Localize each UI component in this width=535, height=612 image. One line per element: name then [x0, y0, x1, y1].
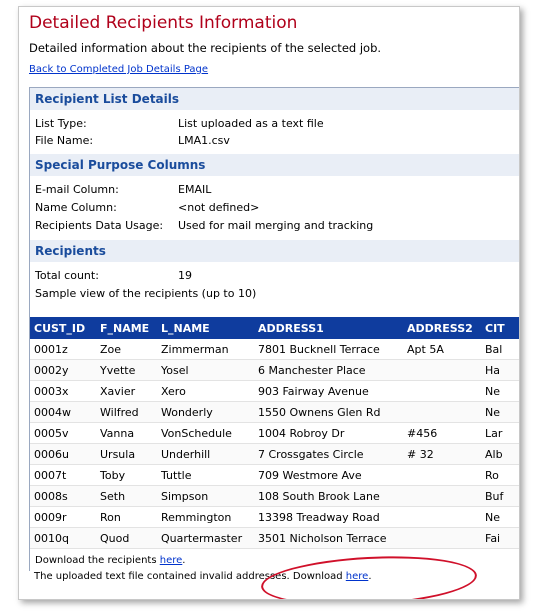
table-row — [30, 339, 520, 360]
table-cell: 0010q — [30, 528, 96, 549]
file-name-row — [35, 133, 230, 149]
data-usage-value: Used for mail merging and tracking — [178, 219, 374, 232]
total-count-label: Total count: — [35, 269, 99, 282]
table-row — [30, 465, 520, 486]
table-cell: Buf — [481, 486, 520, 507]
table-cell: Ne — [481, 381, 520, 402]
table-cell: 6 Manchester Place — [254, 360, 403, 381]
table-cell: 13398 Treadway Road — [254, 507, 403, 528]
recipients-page — [18, 6, 520, 600]
table-cell: Underhill — [157, 444, 254, 465]
table-cell: 0009r — [30, 507, 96, 528]
column-header: ADDRESS2 — [403, 317, 481, 339]
table-cell: Ha — [481, 360, 520, 381]
table-cell: 0008s — [30, 486, 96, 507]
total-count-row — [35, 268, 192, 284]
table-cell: 0001z — [30, 339, 96, 360]
table-cell: Alb — [481, 444, 520, 465]
table-cell: Seth — [96, 486, 157, 507]
table-cell: #456 — [403, 423, 481, 444]
table-cell: 108 South Brook Lane — [254, 486, 403, 507]
table-row — [30, 360, 520, 381]
table-cell: Lar — [481, 423, 520, 444]
table-cell: 3501 Nicholson Terrace — [254, 528, 403, 549]
total-count-value: 19 — [178, 269, 192, 282]
table-row — [30, 423, 520, 444]
recipient-list-details-heading: Recipient List Details — [30, 88, 520, 110]
table-row — [30, 402, 520, 423]
column-header: F_NAME — [96, 317, 157, 339]
back-to-job-details-link[interactable]: Back to Completed Job Details Page — [29, 64, 209, 75]
column-header: ADDRESS1 — [254, 317, 403, 339]
table-row — [30, 507, 520, 528]
download-recipients-link[interactable]: here — [159, 555, 183, 566]
table-cell — [403, 402, 481, 423]
column-header: CIT — [481, 317, 520, 339]
column-header: CUST_ID — [30, 317, 96, 339]
table-cell: Remmington — [157, 507, 254, 528]
table-cell: Quod — [96, 528, 157, 549]
table-cell: Yosel — [157, 360, 254, 381]
table-cell: Xavier — [96, 381, 157, 402]
table-cell — [403, 528, 481, 549]
table-cell: Zoe — [96, 339, 157, 360]
name-column-value: <not defined> — [178, 201, 260, 214]
recipients-table — [30, 317, 520, 549]
table-cell: Vanna — [96, 423, 157, 444]
table-cell: Bal — [481, 339, 520, 360]
table-cell: 7801 Bucknell Terrace — [254, 339, 403, 360]
email-column-value: EMAIL — [178, 183, 212, 196]
table-row — [30, 528, 520, 549]
invalid-addresses-end: . — [368, 571, 372, 582]
sample-view-text: Sample view of the recipients (up to 10) — [35, 287, 257, 300]
download-recipients-end: . — [182, 555, 186, 566]
download-recipients-text: Download the recipients — [35, 555, 160, 566]
table-row — [30, 486, 520, 507]
page-title: Detailed Recipients Information — [29, 13, 298, 33]
table-cell — [403, 360, 481, 381]
table-cell: 709 Westmore Ave — [254, 465, 403, 486]
table-row — [30, 444, 520, 465]
table-row — [30, 381, 520, 402]
table-cell: Quartermaster — [157, 528, 254, 549]
table-cell: 0005v — [30, 423, 96, 444]
table-cell: Apt 5A — [403, 339, 481, 360]
table-cell: 1004 Robroy Dr — [254, 423, 403, 444]
email-column-label: E-mail Column: — [35, 183, 119, 196]
download-recipients-line — [35, 555, 185, 566]
table-cell — [403, 465, 481, 486]
table-cell: Simpson — [157, 486, 254, 507]
details-panel — [29, 87, 520, 571]
table-cell: 903 Fairway Avenue — [254, 381, 403, 402]
table-cell: 1550 Ownens Glen Rd — [254, 402, 403, 423]
special-purpose-columns-heading: Special Purpose Columns — [30, 154, 520, 176]
file-name-value: LMA1.csv — [178, 134, 230, 147]
table-cell: Zimmerman — [157, 339, 254, 360]
download-invalid-addresses-link[interactable]: here — [345, 571, 369, 582]
name-column-label: Name Column: — [35, 201, 117, 214]
table-cell: 7 Crossgates Circle — [254, 444, 403, 465]
column-header: L_NAME — [157, 317, 254, 339]
table-cell: 0003x — [30, 381, 96, 402]
table-cell: 0007t — [30, 465, 96, 486]
table-cell: # 32 — [403, 444, 481, 465]
table-cell: Toby — [96, 465, 157, 486]
recipients-heading: Recipients — [30, 240, 520, 262]
table-cell: Xero — [157, 381, 254, 402]
table-cell: Ne — [481, 402, 520, 423]
table-cell: VonSchedule — [157, 423, 254, 444]
table-cell: Yvette — [96, 360, 157, 381]
name-column-row — [35, 200, 259, 216]
data-usage-label: Recipients Data Usage: — [35, 219, 164, 232]
table-cell: Ursula — [96, 444, 157, 465]
table-cell — [403, 507, 481, 528]
table-cell: Tuttle — [157, 465, 254, 486]
table-cell: Wonderly — [157, 402, 254, 423]
list-type-label: List Type: — [35, 117, 87, 130]
table-cell: Ro — [481, 465, 520, 486]
table-cell: 0004w — [30, 402, 96, 423]
table-cell — [403, 486, 481, 507]
list-type-value: List uploaded as a text file — [178, 117, 324, 130]
table-cell: Ron — [96, 507, 157, 528]
table-cell: Fai — [481, 528, 520, 549]
table-header-row — [30, 317, 520, 339]
page-description: Detailed information about the recipients of the selected job. — [29, 41, 382, 55]
table-cell — [403, 381, 481, 402]
data-usage-row — [35, 218, 373, 234]
table-cell: Wilfred — [96, 402, 157, 423]
table-cell: Ne — [481, 507, 520, 528]
table-cell: 0002y — [30, 360, 96, 381]
email-column-row — [35, 182, 211, 198]
list-type-row — [35, 116, 324, 132]
invalid-addresses-line — [34, 571, 372, 582]
table-cell: 0006u — [30, 444, 96, 465]
file-name-label: File Name: — [35, 134, 94, 147]
invalid-addresses-text: The uploaded text file contained invalid addresses. Download — [34, 571, 346, 582]
